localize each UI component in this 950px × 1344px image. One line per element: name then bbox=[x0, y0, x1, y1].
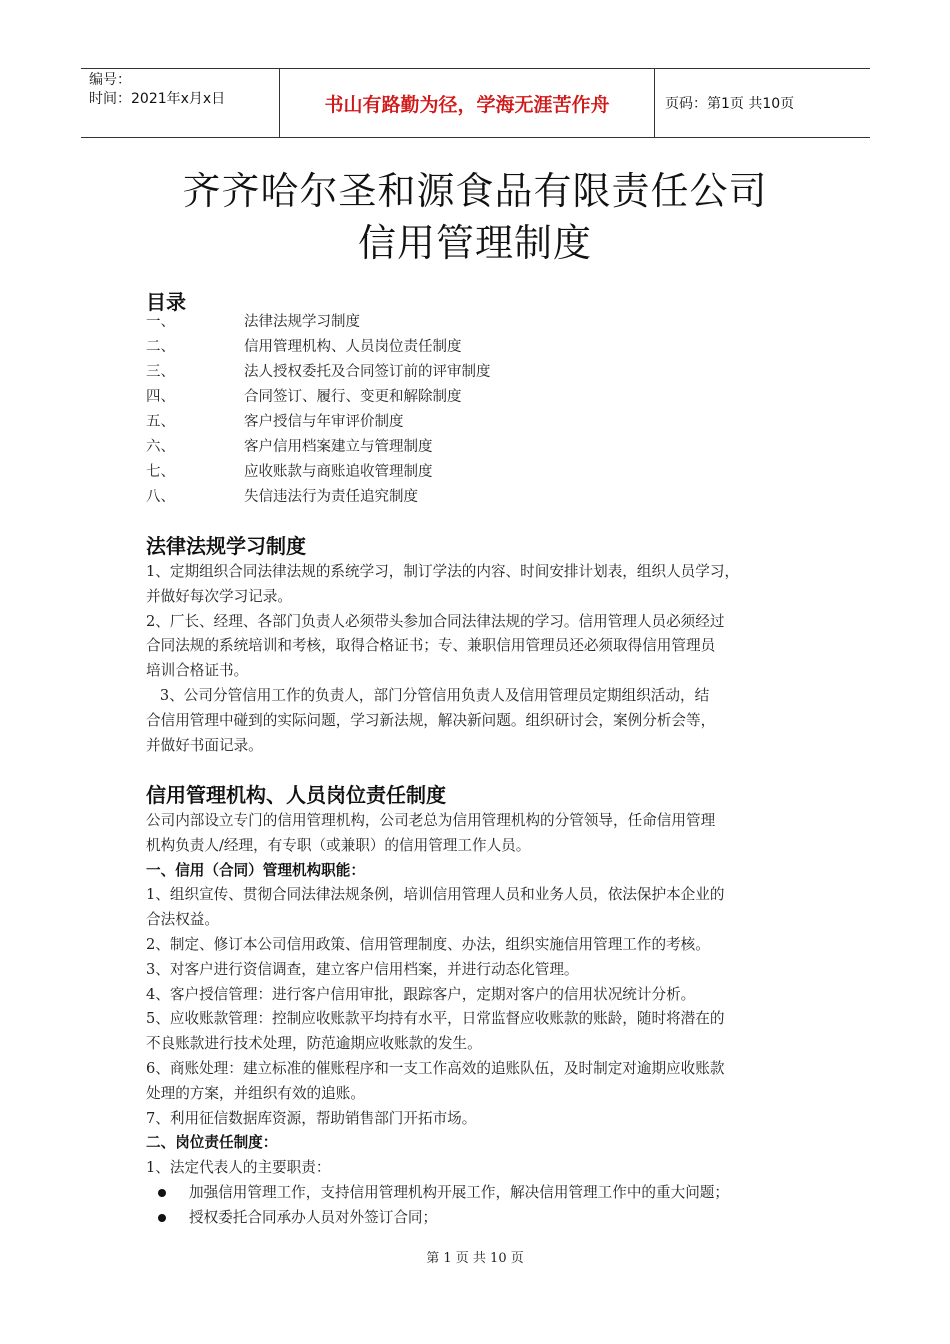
paragraph-line: 4、客户授信管理：进行客户信用审批，跟踪客户，定期对客户的信用状况统计分析。 bbox=[146, 985, 696, 1003]
toc-item-label: 应收账款与商账追收管理制度 bbox=[244, 464, 433, 480]
section-heading: 法律法规学习制度 bbox=[146, 534, 306, 558]
number-label: 编号： bbox=[89, 72, 131, 88]
bullet-dot-icon bbox=[158, 1189, 166, 1197]
toc-item-number: 二、 bbox=[146, 339, 175, 355]
paragraph-line: 处理的方案，并组织有效的追账。 bbox=[146, 1084, 365, 1102]
paragraph-line: 并做好书面记录。 bbox=[146, 736, 263, 754]
bullet-item bbox=[146, 1206, 826, 1231]
toc-item-number: 一、 bbox=[146, 314, 175, 330]
paragraph-line: 2、厂长、经理、各部门负责人必须带头参加合同法律法规的学习。信用管理人员必须经过 bbox=[146, 612, 725, 630]
paragraph-line: 合法权益。 bbox=[146, 911, 219, 929]
toc-item-number: 三、 bbox=[146, 364, 175, 380]
toc-item-number: 七、 bbox=[146, 464, 175, 480]
table-of-contents bbox=[146, 310, 491, 510]
paragraph-line: 5、应收账款管理：控制应收账款平均持有水平，日常监督应收账款的账龄，随时将潜在的 bbox=[146, 1010, 725, 1028]
bullet-item bbox=[146, 1181, 826, 1206]
toc-item-number: 八、 bbox=[146, 489, 175, 505]
toc-item bbox=[146, 485, 491, 510]
toc-item-label: 客户授信与年审评价制度 bbox=[244, 414, 404, 430]
toc-item-label: 合同签订、履行、变更和解除制度 bbox=[244, 389, 462, 405]
header-motto: 书山有路勤为径，学海无涯苦作舟 bbox=[280, 69, 655, 137]
toc-item bbox=[146, 410, 491, 435]
toc-item bbox=[146, 435, 491, 460]
paragraph-line: 1、组织宣传、贯彻合同法律法规条例，培训信用管理人员和业务人员，依法保护本企业的 bbox=[146, 886, 725, 904]
doc-title-line2: 信用管理制度 bbox=[357, 221, 592, 265]
subheading: 二、岗位责任制度： bbox=[146, 1134, 278, 1152]
toc-item-number: 五、 bbox=[146, 414, 175, 430]
toc-item bbox=[146, 460, 491, 485]
paragraph-line: 公司内部设立专门的信用管理机构，公司老总为信用管理机构的分管领导，任命信用管理 bbox=[146, 812, 716, 829]
paragraph-line: 1、定期组织合同法律法规的系统学习，制订学法的内容、时间安排计划表，组织人员学习， bbox=[146, 563, 740, 580]
bullet-text: 加强信用管理工作，支持信用管理机构开展工作，解决信用管理工作中的重大问题； bbox=[189, 1183, 729, 1201]
doc-title-line1: 齐齐哈尔圣和源食品有限责任公司 bbox=[182, 169, 768, 213]
time-label: 时间：2021年x月x日 bbox=[89, 91, 226, 107]
toc-item-label: 信用管理机构、人员岗位责任制度 bbox=[244, 339, 462, 355]
paragraph-line: 机构负责人/经理，有专职（或兼职）的信用管理工作人员。 bbox=[146, 836, 531, 854]
toc-item bbox=[146, 335, 491, 360]
header-meta bbox=[81, 69, 280, 137]
paragraph-line: 并做好每次学习记录。 bbox=[146, 587, 292, 605]
paragraph-line: 7、利用征信数据库资源，帮助销售部门开拓市场。 bbox=[146, 1109, 477, 1127]
section-credit-org bbox=[146, 781, 826, 1231]
bullet-dot-icon bbox=[158, 1214, 166, 1222]
bullet-text: 授权委托合同承办人员对外签订合同； bbox=[189, 1208, 438, 1226]
toc-item-label: 客户信用档案建立与管理制度 bbox=[244, 439, 433, 455]
paragraph-line: 3、公司分管信用工作的负责人，部门分管信用负责人及信用管理员定期组织活动，结 bbox=[146, 686, 710, 704]
subheading: 一、信用（合同）管理机构职能： bbox=[146, 861, 365, 879]
toc-item bbox=[146, 385, 491, 410]
toc-item bbox=[146, 360, 491, 385]
section-heading: 信用管理机构、人员岗位责任制度 bbox=[146, 783, 446, 807]
toc-item-label: 法人授权委托及合同签订前的评审制度 bbox=[244, 364, 491, 380]
toc-item-number: 六、 bbox=[146, 439, 175, 455]
document-header bbox=[81, 68, 870, 138]
toc-heading: 目录 bbox=[146, 290, 186, 314]
paragraph-line: 不良账款进行技术处理，防范逾期应收账款的发生。 bbox=[146, 1035, 482, 1053]
toc-item-label: 失信违法行为责任追究制度 bbox=[244, 489, 418, 505]
paragraph-line: 2、制定、修订本公司信用政策、信用管理制度、办法，组织实施信用管理工作的考核。 bbox=[146, 935, 710, 953]
paragraph-line: 6、商账处理：建立标准的催账程序和一支工作高效的追账队伍，及时制定对逾期应收账款 bbox=[146, 1059, 725, 1077]
page-footer: 第 1 页 共 10 页 bbox=[426, 1251, 524, 1266]
toc-item-label: 法律法规学习制度 bbox=[244, 314, 360, 330]
paragraph-line: 3、对客户进行资信调查，建立客户信用档案，并进行动态化管理。 bbox=[146, 960, 579, 978]
toc-item bbox=[146, 310, 491, 335]
paragraph-line: 合信用管理中碰到的实际问题，学习新法规，解决新问题。组织研讨会，案例分析会等， bbox=[146, 711, 716, 729]
header-page-info: 页码：第1页 共10页 bbox=[665, 96, 795, 112]
paragraph-line: 合同法规的系统培训和考核，取得合格证书；专、兼职信用管理员还必须取得信用管理员 bbox=[146, 637, 716, 655]
section-law-study bbox=[146, 532, 826, 758]
paragraph-line: 培训合格证书。 bbox=[146, 662, 249, 680]
paragraph-line: 1、法定代表人的主要职责： bbox=[146, 1159, 331, 1177]
toc-item-number: 四、 bbox=[146, 389, 175, 405]
